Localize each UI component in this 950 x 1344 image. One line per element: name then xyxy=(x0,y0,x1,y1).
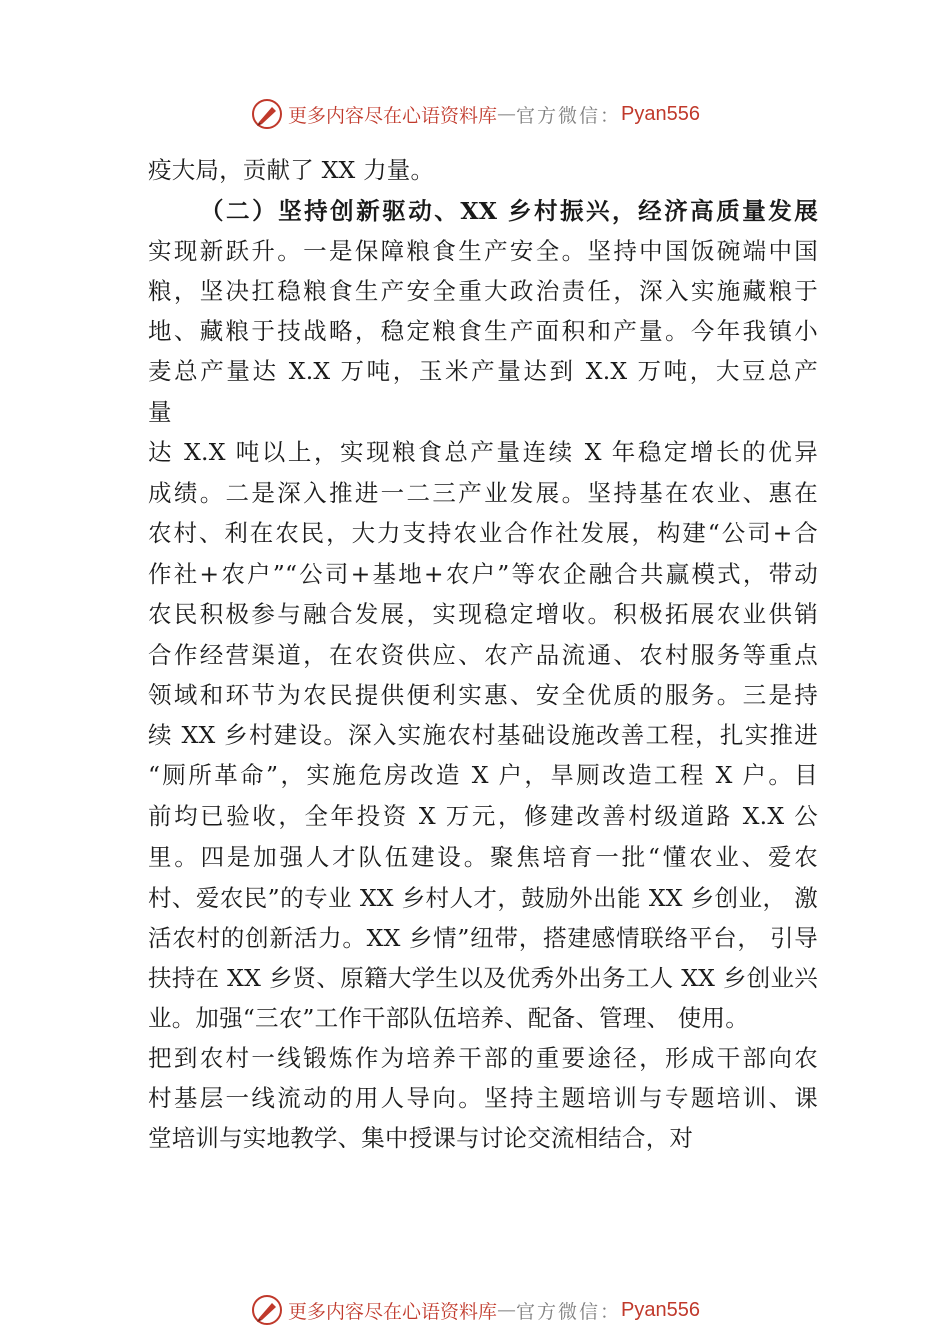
section-heading-line: （二）坚持创新驱动、XX 乡村振兴，经济高质量发展 xyxy=(200,197,818,225)
text-line: 成绩。二是深入推进一二三产业发展。坚持基在农业、惠在 xyxy=(148,479,818,507)
banner-wechat-id: Pyan556 xyxy=(621,102,700,125)
text-line: 地、藏粮于技战略，稳定粮食生产面积和产量。今年我镇小 xyxy=(148,317,818,345)
text-line: 实现新跃升。一是保障粮食生产安全。坚持中国饭碗端中国 xyxy=(148,237,818,265)
pen-nib-icon xyxy=(250,1293,284,1327)
text-line: 村、爱农民”的专业 XX 乡村人才，鼓励外出能 XX 乡创业， 激 xyxy=(148,884,818,912)
text-line: 扶持在 XX 乡贤、原籍大学生以及优秀外出务工人 XX 乡创业兴 xyxy=(148,964,818,992)
banner-text: 更多内容尽在心语资料库 xyxy=(288,1300,498,1323)
text-line: 量 xyxy=(148,398,172,426)
text-line: 合作经营渠道，在农资供应、农产品流通、农村服务等重点 xyxy=(148,641,818,669)
text-line: 粮，坚决扛稳粮食生产安全重大政治责任，深入实施藏粮于 xyxy=(148,277,818,305)
text-line: “厕所革命”，实施危房改造 X 户，旱厕改造工程 X 户。目 xyxy=(148,761,818,789)
text-line: 里。四是加强人才队伍建设。聚焦培育一批“懂农业、爱农 xyxy=(148,843,818,871)
text-line: 业。加强“三农”工作干部队伍培养、配备、管理、 使用。 xyxy=(148,1004,749,1032)
text-line: 疫大局，贡献了 XX 力量。 xyxy=(148,156,435,184)
text-line: 麦总产量达 X.X 万吨，玉米产量达到 X.X 万吨，大豆总产 xyxy=(148,357,818,385)
text-line: 活农村的创新活力。XX 乡情”纽带，搭建感情联络平台， 引导 xyxy=(148,924,818,952)
text-line: 农村、利在农民，大力支持农业合作社发展，构建“公司+合 xyxy=(148,519,818,547)
text-line: 达 X.X 吨以上，实现粮食总产量连续 X 年稳定增长的优异 xyxy=(148,438,818,466)
text-line: 农民积极参与融合发展，实现稳定增收。积极拓展农业供销 xyxy=(148,600,818,628)
banner-separator: — xyxy=(497,103,517,125)
text-line: 前均已验收，全年投资 X 万元，修建改善村级道路 X.X 公 xyxy=(148,802,818,830)
text-line: 作社+农户”“公司+基地+农户”等农企融合共赢模式，带动 xyxy=(148,560,818,588)
text-line: 把到农村一线锻炼作为培养干部的重要途径，形成干部向农 xyxy=(148,1044,818,1072)
banner-wechat-label: 官方微信： xyxy=(516,104,622,127)
banner-wechat-id: Pyan556 xyxy=(621,1298,700,1321)
text-line: 领域和环节为农民提供便利实惠、安全优质的服务。三是持 xyxy=(148,681,818,709)
banner-wechat-label: 官方微信： xyxy=(516,1300,622,1323)
text-line: 堂培训与实地教学、集中授课与讨论交流相结合，对 xyxy=(148,1124,694,1152)
text-line: 续 XX 乡村建设。深入实施农村基础设施改善工程，扎实推进 xyxy=(148,721,818,749)
banner-separator: — xyxy=(497,1299,517,1321)
footer-banner xyxy=(0,1290,950,1330)
banner-text: 更多内容尽在心语资料库 xyxy=(288,104,498,127)
text-line: 村基层一线流动的用人导向。坚持主题培训与专题培训、课 xyxy=(148,1084,818,1112)
